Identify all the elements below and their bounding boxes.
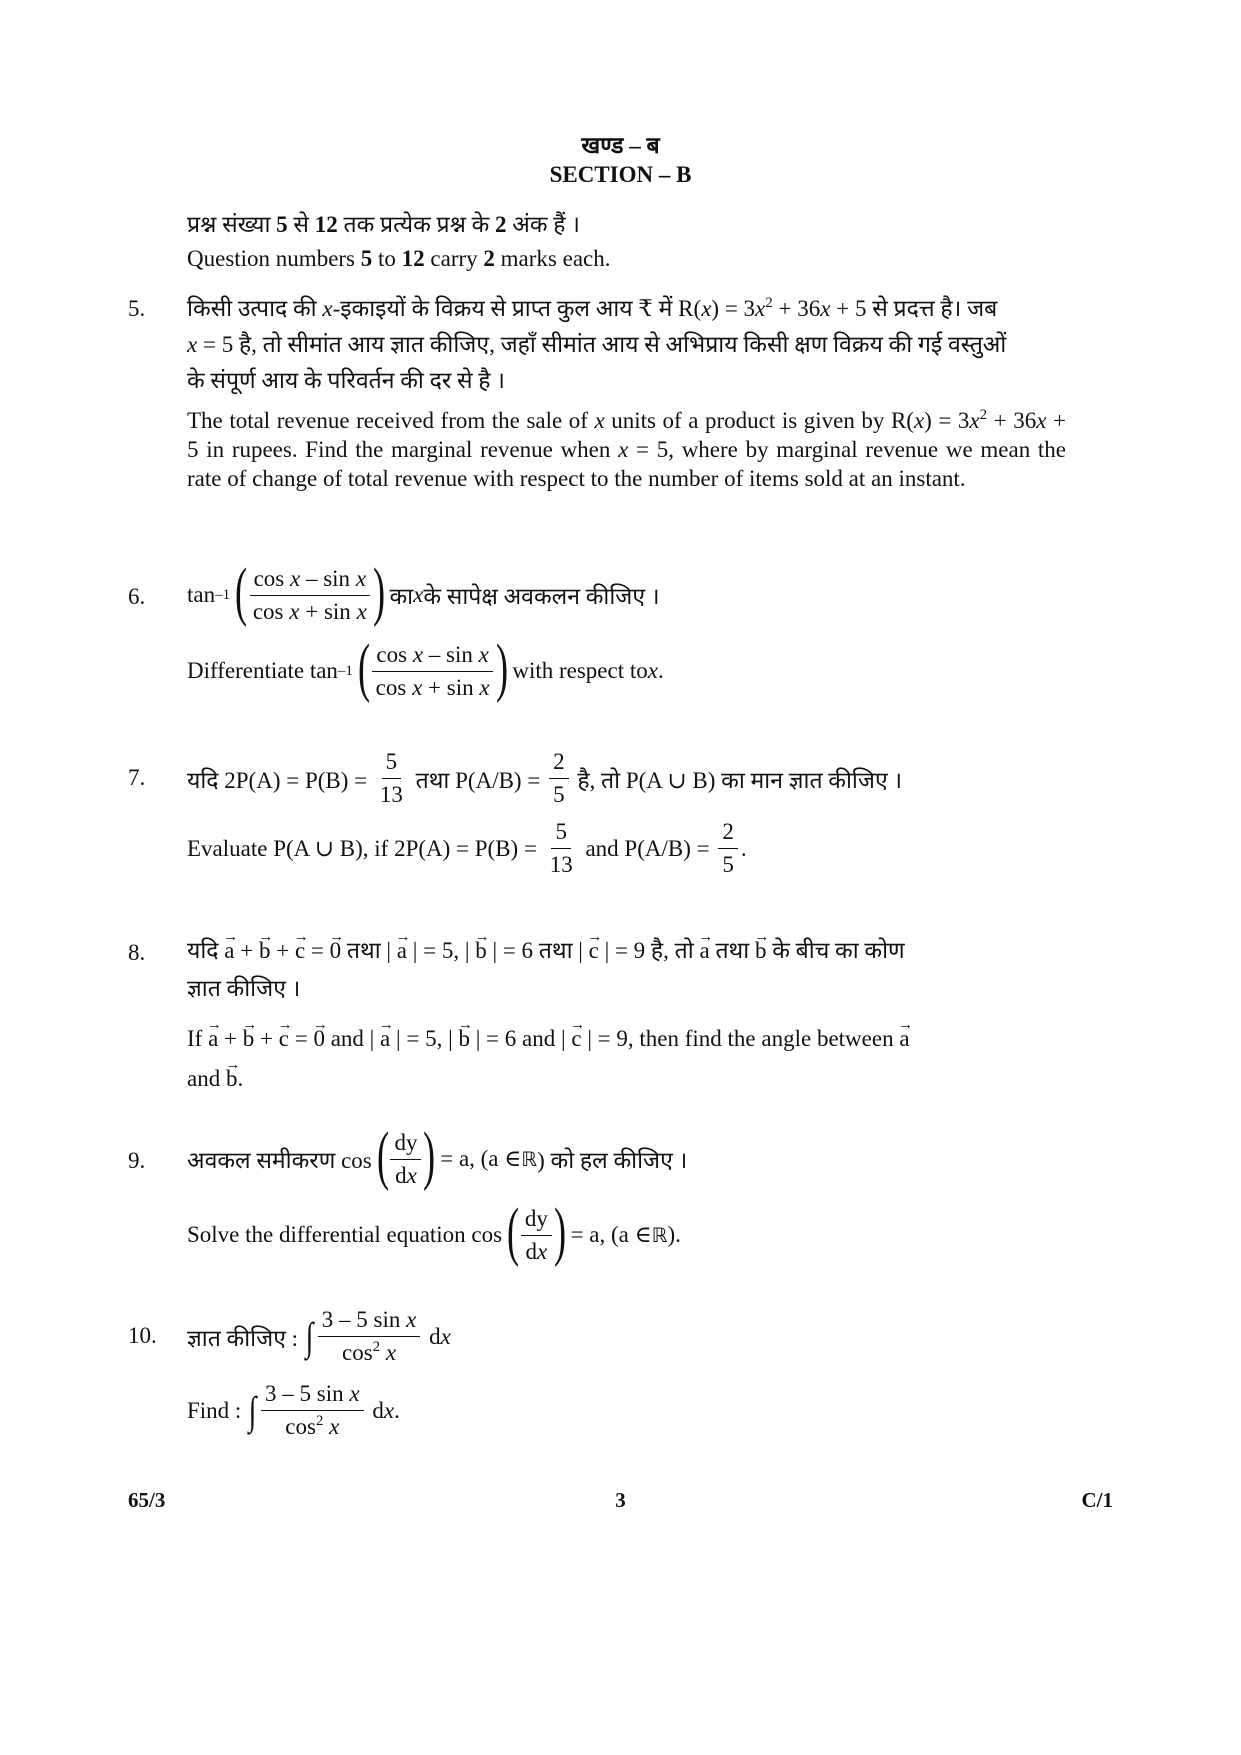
question-5-hindi: किसी उत्पाद की x-इकाइयों के विक्रय से प्राप्त कुल आय ₹ में $R(x) = 3x^2 + 36x + 5$ से प्रदत्त है। जब x = 5 है, तो सीमांत आय ज्ञात कीजिए, जहाँ सीमांत आय से अभिप्राय किसी क्षण विक्रय की गई वस्तुओं के संपूर्ण आय के परिवर्तन की दर से है । bbox=[187, 295, 1007, 393]
question-9-number: 9. bbox=[128, 1148, 146, 1173]
footer-set: C/1 bbox=[1081, 1488, 1113, 1512]
question-8-hindi: यदि → a + → b + → c = → 0 तथा | → a | = 5, | → b | = 6 तथा | → c | = 9 है, तो → a तथा → b के बीच का कोण ज्ञात कीजिए । bbox=[187, 936, 1066, 1004]
question-9-english: Solve the differential equation cos ( $\frac{dy}{dx}$ ) = a, (a ∈ ℝ ). bbox=[187, 1195, 681, 1268]
question-6-english: Differentiate tan –1 ( $\frac{\text{cos x – sin x}}{\text{cos x + sin x}}$ ) with respect to x . bbox=[187, 631, 664, 704]
instructions-english: Question numbers 5 to 12 carry 2 marks each. bbox=[187, 246, 611, 271]
question-7-number: 7. bbox=[128, 765, 146, 790]
section-heading-english: SECTION – B bbox=[549, 162, 692, 187]
question-10-hindi: ज्ञात कीजिए : ∫ $\frac{\text{3 – 5 sin x}}{\cos^2 x}$ d x bbox=[187, 1307, 451, 1365]
question-7-english: Evaluate P(A ∪ B), if 2P(A) = P(B) = $\frac{5}{13}$ and P(A/B) = $\frac{2}{5}$ . bbox=[187, 819, 747, 877]
question-10-number: 10. bbox=[128, 1323, 157, 1348]
question-6-hindi: tan –1 ( $\frac{\text{cos x – sin x}}{\text{cos x + sin x}}$ ) का x के सापेक्ष अवकलन कीजिए । bbox=[187, 555, 660, 628]
question-5-english: The total revenue received from the sale of x units of a product is given by $R(x) = 3x^2 + 36x + 5$ in rupees. Find the marginal revenue when x = 5, where by marginal revenue we mean the rate of change of total revenue with respect to the number of items sold at an instant. bbox=[187, 407, 1067, 491]
question-10-english: Find : ∫ $\frac{\text{3 – 5 sin x}}{\cos^2 x}$ d x . bbox=[187, 1381, 400, 1439]
question-9-hindi: अवकल समीकरण cos ( $\frac{dy}{dx}$ ) = a, (a ∈ ℝ ) को हल कीजिए । bbox=[187, 1119, 688, 1192]
question-8-number: 8. bbox=[128, 940, 146, 965]
question-7-hindi: यदि 2P(A) = P(B) = $\frac{5}{13}$ तथा P(A/B) = $\frac{2}{5}$ है, तो P(A ∪ B) का मान ज्ञात कीजिए । bbox=[187, 749, 903, 807]
footer-code: 65/3 bbox=[128, 1488, 166, 1512]
instructions-hindi: प्रश्न संख्या 5 से 12 तक प्रत्येक प्रश्न के 2 अंक हैं । bbox=[187, 212, 580, 237]
question-5-number: 5. bbox=[128, 296, 146, 321]
footer-page-number: 3 bbox=[615, 1488, 626, 1512]
question-8-english: If → a + → b + → c = → 0 and | → a | = 5, | → b | = 6 and | → c | = 9, then find the angle between → a and → b. bbox=[187, 1024, 1066, 1094]
question-6-number: 6. bbox=[128, 584, 146, 609]
section-heading-hindi: खण्ड – ब bbox=[581, 133, 660, 158]
